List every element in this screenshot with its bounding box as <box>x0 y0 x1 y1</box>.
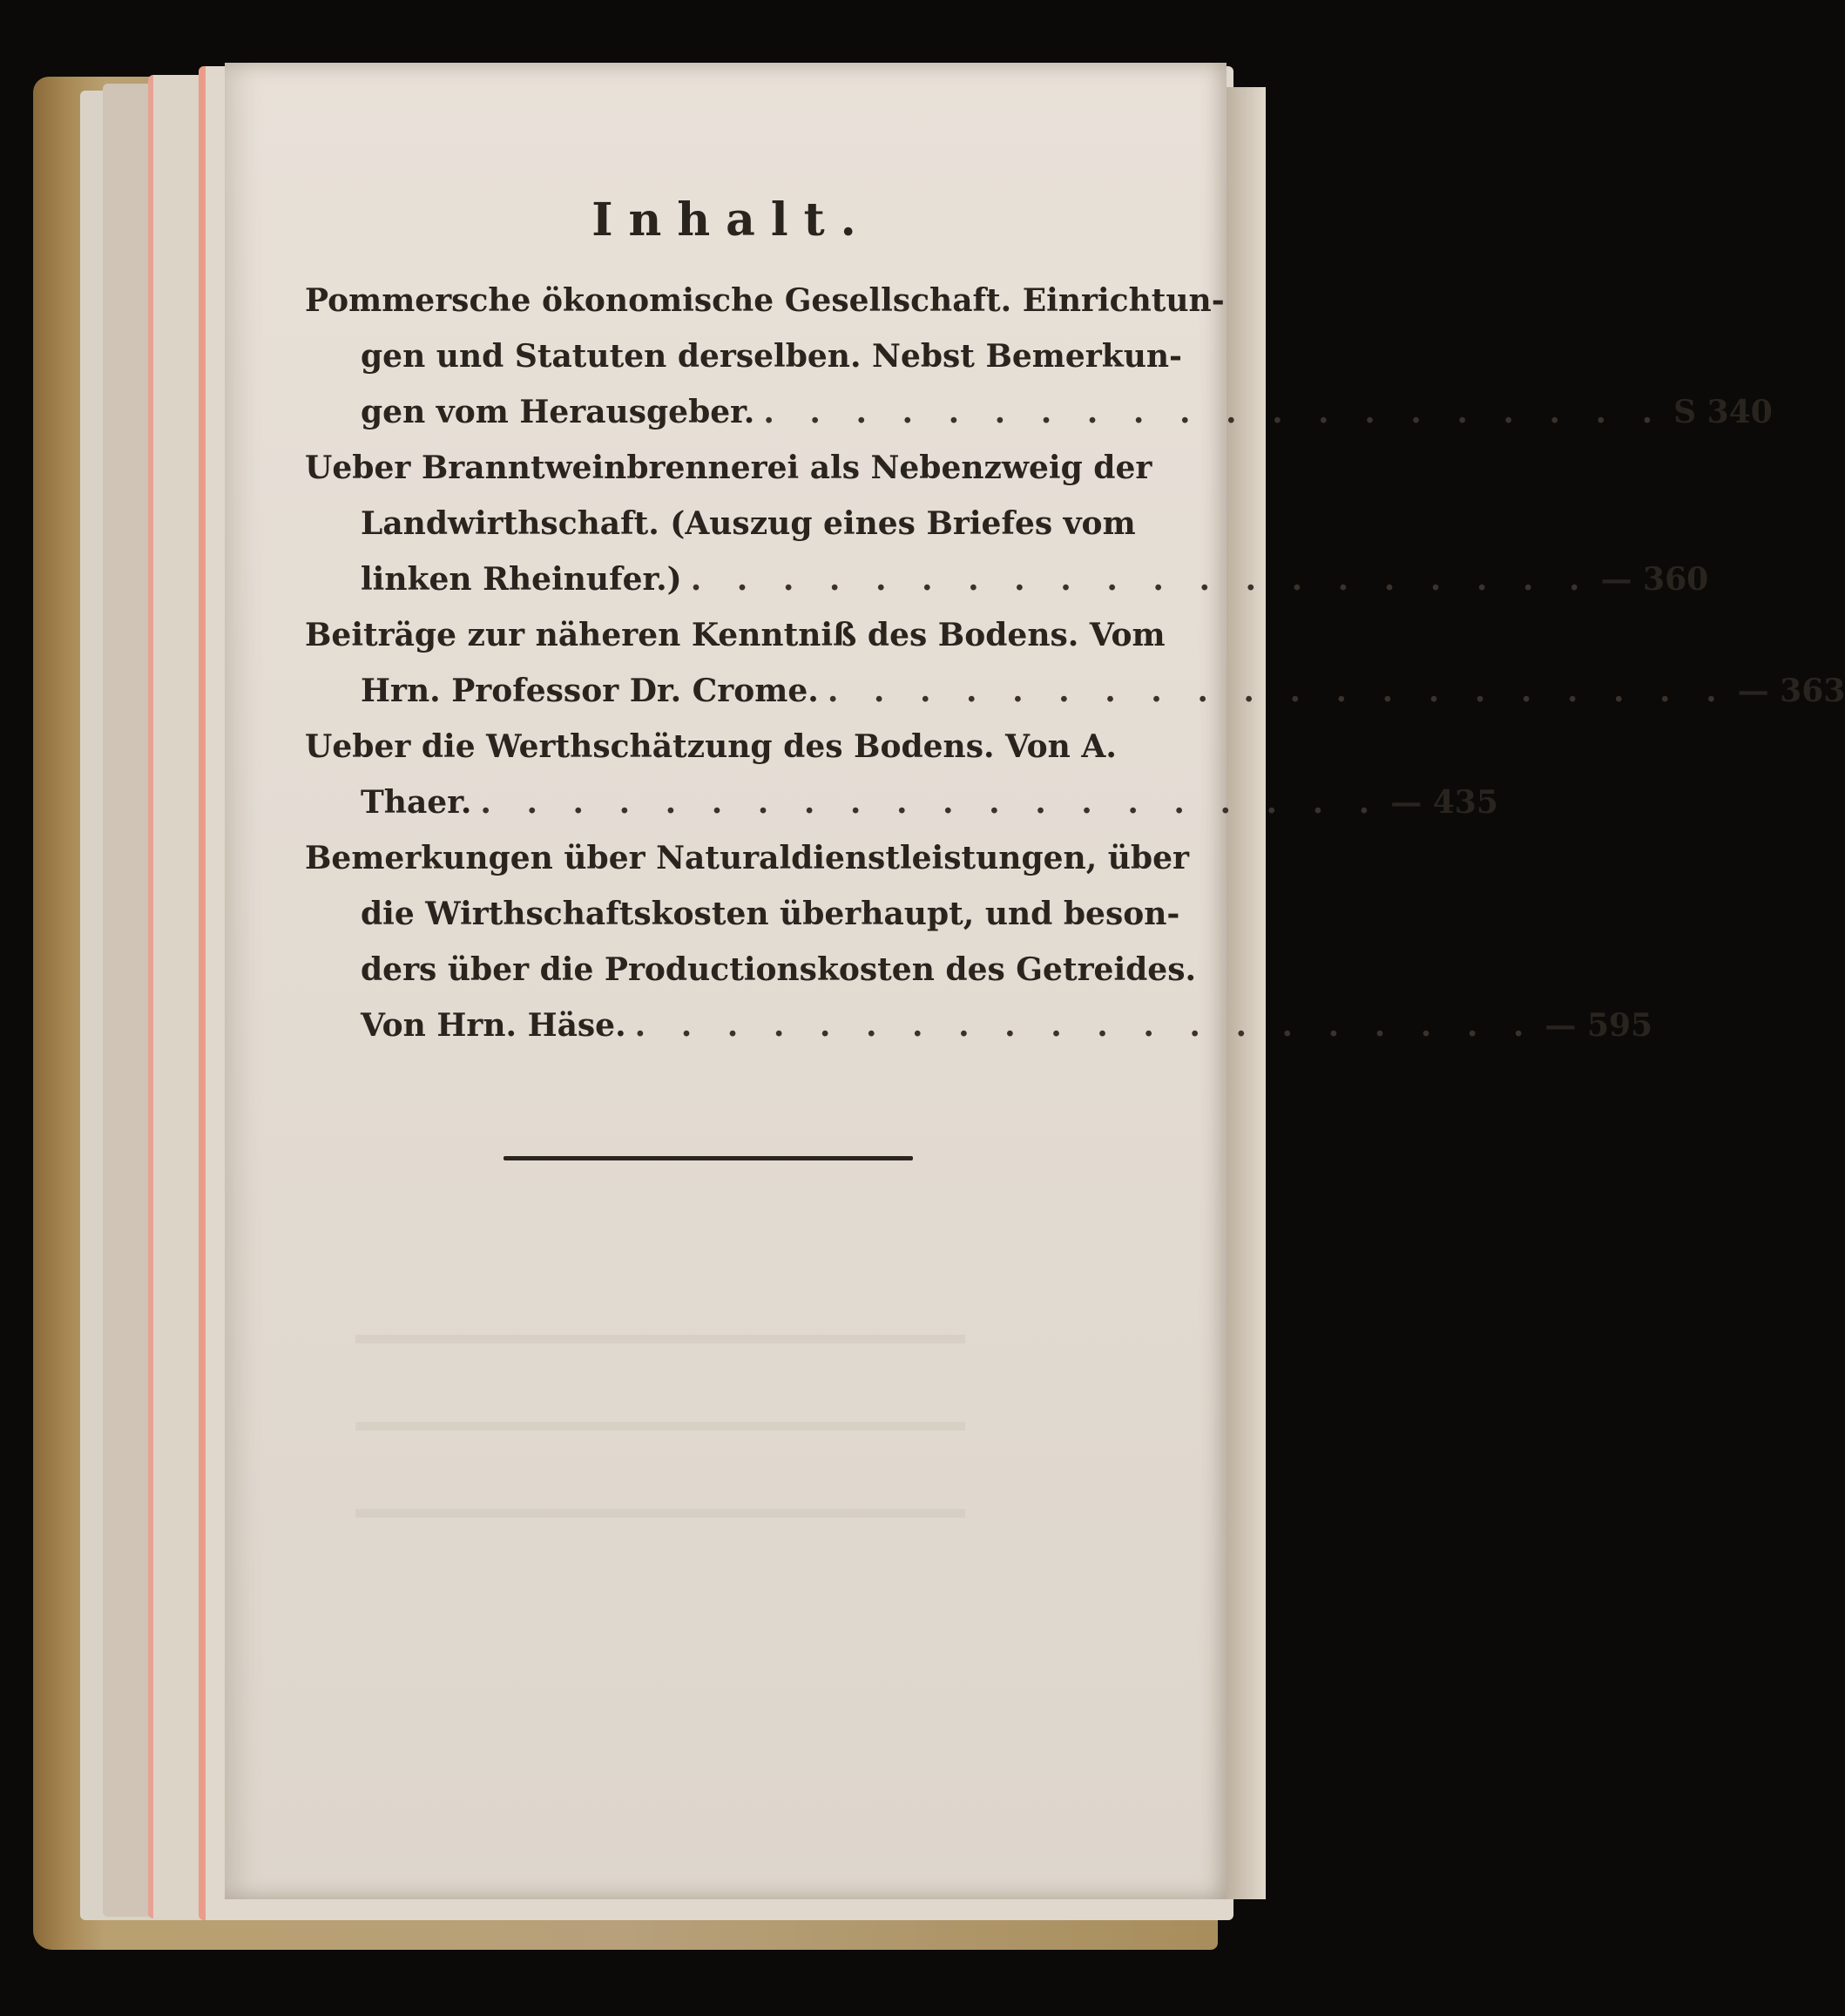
dot-leader: . . . . . . . . . . . . . . . . . . . . <box>634 1007 1537 1044</box>
toc-line-text: Hrn. Professor Dr. Crome. <box>361 673 819 709</box>
contents-page <box>225 63 1845 1899</box>
toc-line: die Wirthschaftskosten überhaupt, und beson- <box>361 896 1180 932</box>
toc-line: gen und Statuten derselben. Nebst Bemerkun- <box>361 338 1182 375</box>
page-number: S 340 <box>1673 394 1773 430</box>
toc-line-text: Thaer. <box>361 784 472 821</box>
dot-leader: . . . . . . . . . . . . . . . . . . . . <box>690 561 1592 598</box>
toc-entry <box>305 719 1498 830</box>
toc-line-text: Von Hrn. Häse. <box>361 1007 626 1044</box>
page-title: Inhalt. <box>591 193 872 247</box>
toc-line: Pommersche ökonomische Gesellschaft. Einrichtun- <box>305 282 1225 319</box>
toc-line <box>305 663 1845 719</box>
facing-page <box>1227 87 1266 1899</box>
toc-line: Ueber Branntweinbrennerei als Nebenzweig der <box>305 450 1152 486</box>
page-number: — 360 <box>1600 561 1709 598</box>
toc-line: ders über die Productionskosten des Getreides. <box>361 951 1196 988</box>
toc-line <box>305 384 1773 440</box>
bleed-through <box>355 1422 965 1431</box>
toc-entry <box>305 607 1845 719</box>
toc-line: Ueber die Werthschätzung des Bodens. Von A. <box>305 728 1117 765</box>
bleed-through <box>355 1335 965 1343</box>
page-number: — 363 <box>1737 673 1845 709</box>
toc-line: Beiträge zur näheren Kenntniß des Bodens. Vom <box>305 617 1166 653</box>
dot-leader: . . . . . . . . . . . . . . . . . . . . <box>827 673 1729 709</box>
toc-line <box>305 998 1653 1053</box>
toc-line: Landwirthschaft. (Auszug eines Briefes vom <box>361 505 1136 542</box>
page-number: — 435 <box>1390 784 1498 821</box>
toc-line-text: gen vom Herausgeber. <box>361 394 755 430</box>
toc-line: Bemerkungen über Naturaldienstleistungen, über <box>305 840 1189 876</box>
toc-line <box>305 775 1498 830</box>
dot-leader: . . . . . . . . . . . . . . . . . . . . <box>480 784 1382 821</box>
toc-entry <box>305 830 1653 1053</box>
page-number: — 595 <box>1544 1007 1653 1044</box>
horizontal-rule <box>503 1156 913 1160</box>
dot-leader: . . . . . . . . . . . . . . . . . . . . <box>763 394 1666 430</box>
toc-entry <box>305 273 1773 440</box>
toc-line-text: linken Rheinufer.) <box>361 561 682 598</box>
bleed-through <box>355 1509 965 1518</box>
toc-entry <box>305 440 1709 607</box>
table-of-contents <box>305 193 1845 1053</box>
toc-line <box>305 551 1709 607</box>
